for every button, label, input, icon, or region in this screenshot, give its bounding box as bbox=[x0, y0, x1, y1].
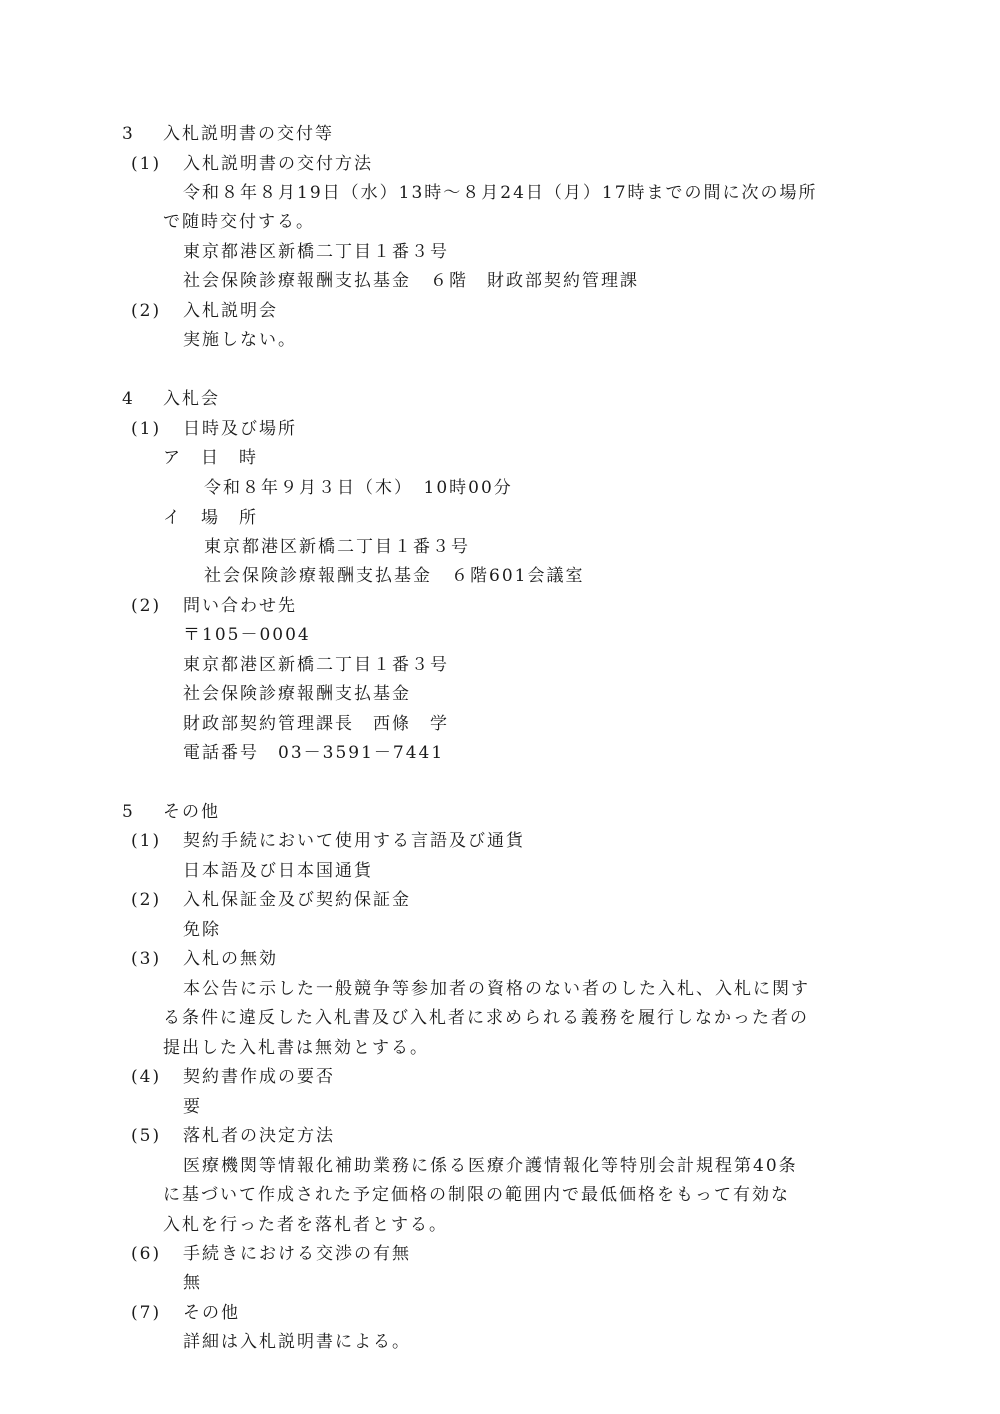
item-5-6-title: 手続きにおける交渉の有無 bbox=[183, 1244, 411, 1264]
item-3-1-office: 社会保険診療報酬支払基金 ６階 財政部契約管理課 bbox=[183, 271, 639, 291]
item-5-5-number: (5) bbox=[131, 1126, 162, 1146]
item-5-5-line1: 医療機関等情報化補助業務に係る医療介護情報化等特別会計規程第40条 bbox=[183, 1156, 798, 1176]
section-4-title: 入札会 bbox=[163, 389, 220, 409]
section-5-number: 5 bbox=[122, 802, 135, 822]
item-5-1-title: 契約手続において使用する言語及び通貨 bbox=[183, 831, 525, 851]
item-3-2-number: (2) bbox=[131, 301, 162, 321]
item-5-2-title: 入札保証金及び契約保証金 bbox=[183, 890, 411, 910]
contact-person: 財政部契約管理課長 西條 学 bbox=[183, 714, 449, 734]
item-5-7-text: 詳細は入札説明書による。 bbox=[183, 1332, 411, 1352]
contact-organization: 社会保険診療報酬支払基金 bbox=[183, 684, 411, 704]
item-5-3-line1: 本公告に示した一般競争等参加者の資格のない者のした入札、入札に関す bbox=[183, 979, 810, 999]
section-4-number: 4 bbox=[122, 389, 135, 409]
item-4-1-sub-b-address: 東京都港区新橋二丁目１番３号 bbox=[204, 537, 470, 557]
contact-phone: 電話番号 03－3591－7441 bbox=[183, 743, 445, 763]
item-3-1-line1: 令和８年８月19日（水）13時～８月24日（月）17時までの間に次の場所 bbox=[183, 183, 818, 203]
item-3-1-line2: で随時交付する。 bbox=[163, 212, 315, 232]
item-4-1-sub-a-value: 令和８年９月３日（木） 10時00分 bbox=[204, 478, 513, 498]
item-4-2-number: (2) bbox=[131, 596, 162, 616]
item-5-6-number: (6) bbox=[131, 1244, 162, 1264]
item-3-1-title: 入札説明書の交付方法 bbox=[183, 154, 373, 174]
item-5-7-number: (7) bbox=[131, 1303, 162, 1323]
item-5-7-title: その他 bbox=[183, 1303, 240, 1323]
contact-postal-code: 〒105－0004 bbox=[183, 625, 311, 645]
item-5-4-title: 契約書作成の要否 bbox=[183, 1067, 335, 1087]
item-5-3-number: (3) bbox=[131, 949, 162, 969]
item-4-1-title: 日時及び場所 bbox=[183, 419, 297, 439]
item-4-2-title: 問い合わせ先 bbox=[183, 596, 297, 616]
item-5-3-title: 入札の無効 bbox=[183, 949, 278, 969]
item-5-1-number: (1) bbox=[131, 831, 162, 851]
item-4-1-sub-a-label: ア 日 時 bbox=[163, 448, 258, 468]
item-4-1-sub-b-label: イ 場 所 bbox=[163, 508, 258, 528]
section-3-title: 入札説明書の交付等 bbox=[163, 124, 334, 144]
item-5-5-title: 落札者の決定方法 bbox=[183, 1126, 335, 1146]
item-5-2-text: 免除 bbox=[183, 920, 221, 940]
item-5-1-text: 日本語及び日本国通貨 bbox=[183, 861, 373, 881]
item-3-2-text: 実施しない。 bbox=[183, 330, 297, 350]
section-5-title: その他 bbox=[163, 802, 220, 822]
item-5-3-line3: 提出した入札書は無効とする。 bbox=[163, 1038, 429, 1058]
item-3-2-title: 入札説明会 bbox=[183, 301, 278, 321]
item-5-3-line2: る条件に違反した入札書及び入札者に求められる義務を履行しなかった者の bbox=[163, 1008, 809, 1028]
section-3-number: 3 bbox=[122, 124, 135, 144]
contact-address: 東京都港区新橋二丁目１番３号 bbox=[183, 655, 449, 675]
item-5-5-line2: に基づいて作成された予定価格の制限の範囲内で最低価格をもって有効な bbox=[163, 1185, 790, 1205]
item-4-1-sub-b-room: 社会保険診療報酬支払基金 ６階601会議室 bbox=[204, 566, 585, 586]
item-5-4-number: (4) bbox=[131, 1067, 162, 1087]
item-5-4-text: 要 bbox=[183, 1097, 202, 1117]
item-3-1-address: 東京都港区新橋二丁目１番３号 bbox=[183, 242, 449, 262]
item-4-1-number: (1) bbox=[131, 419, 162, 439]
item-5-5-line3: 入札を行った者を落札者とする。 bbox=[163, 1215, 448, 1235]
item-3-1-number: (1) bbox=[131, 154, 162, 174]
item-5-2-number: (2) bbox=[131, 890, 162, 910]
item-5-6-text: 無 bbox=[183, 1273, 202, 1293]
